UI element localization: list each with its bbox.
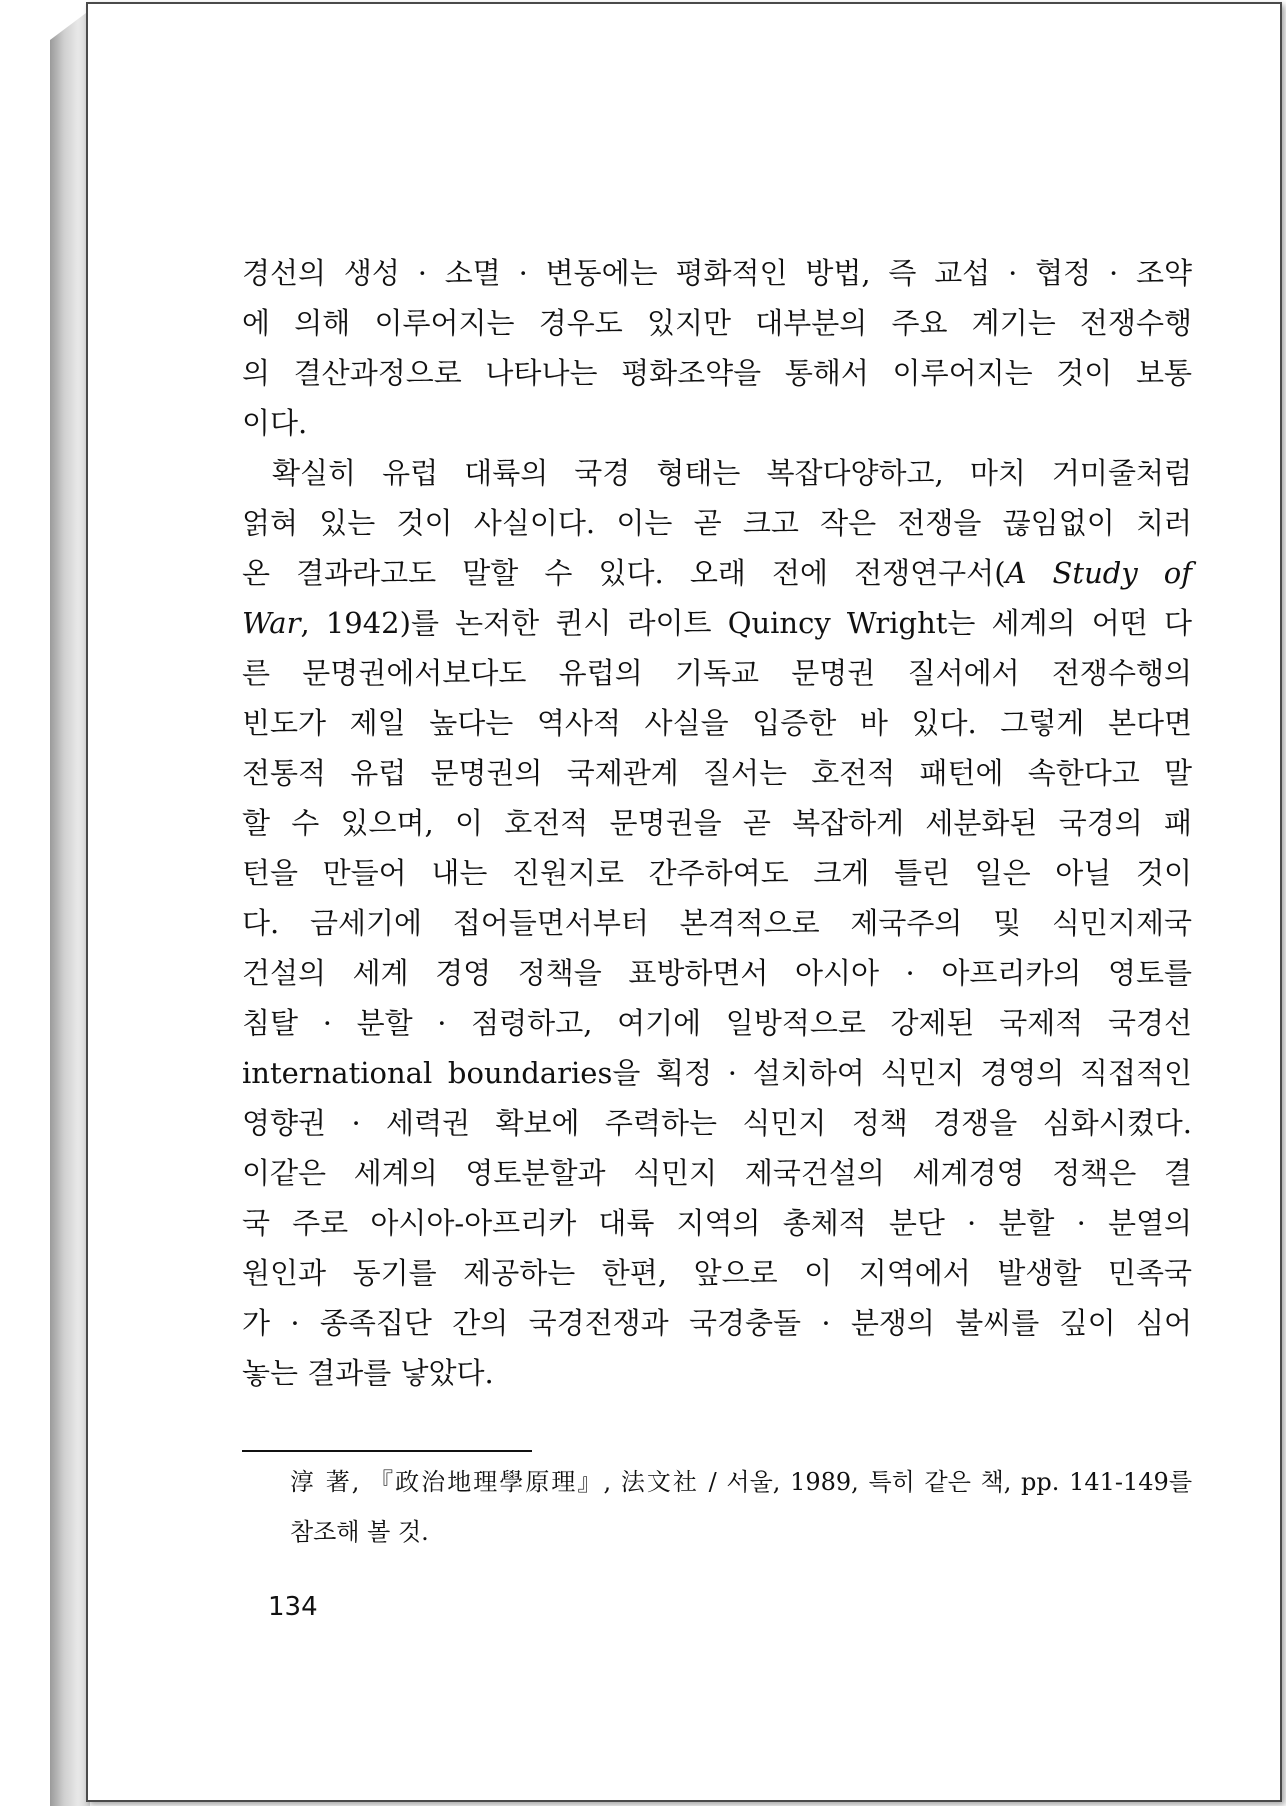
body-line: 턴을 만들어 내는 진원지로 간주하여도 크게 틀린 일은 아닐 것이 bbox=[242, 856, 1192, 890]
body-line: 른 문명권에서보다도 유럽의 기독교 문명권 질서에서 전쟁수행의 bbox=[242, 656, 1192, 690]
footnote-line: 참조해 볼 것. bbox=[290, 1518, 429, 1546]
body-line: 이다. bbox=[242, 406, 308, 440]
body-line: 다. 금세기에 접어들면서부터 본격적으로 제국주의 및 식민지제국 bbox=[242, 906, 1192, 940]
body-line: 할 수 있으며, 이 호전적 문명권을 곧 복잡하게 세분화된 국경의 패 bbox=[242, 806, 1192, 840]
body-line: 건설의 세계 경영 정책을 표방하면서 아시아 · 아프리카의 영토를 bbox=[242, 956, 1192, 990]
body-line: 영향권 · 세력권 확보에 주력하는 식민지 정책 경쟁을 심화시켰다. bbox=[242, 1106, 1192, 1140]
body-line: 이같은 세계의 영토분할과 식민지 제국건설의 세계경영 정책은 결 bbox=[242, 1156, 1192, 1190]
body-line: 국 주로 아시아-아프리카 대륙 지역의 총체적 분단 · 분할 · 분열의 bbox=[242, 1206, 1192, 1240]
body-line: 놓는 결과를 낳았다. bbox=[242, 1356, 494, 1390]
body-line: 가 · 종족집단 간의 국경전쟁과 국경충돌 · 분쟁의 불씨를 깊이 심어 bbox=[242, 1306, 1192, 1340]
body-line: 온 결과라고도 말할 수 있다. 오래 전에 전쟁연구서(A Study of bbox=[242, 556, 1192, 590]
body-line: international boundaries을 획정 · 설치하여 식민지 경영의 직접적인 bbox=[242, 1056, 1192, 1090]
body-line: War, 1942)를 논저한 퀸시 라이트 Quincy Wright는 세계의 어떤 다 bbox=[242, 606, 1192, 640]
body-line: 확실히 유럽 대륙의 국경 형태는 복잡다양하고, 마치 거미줄처럼 bbox=[272, 456, 1192, 490]
footnote-rule bbox=[242, 1450, 532, 1452]
book-edge bbox=[50, 10, 90, 1806]
body-line: 경선의 생성 · 소멸 · 변동에는 평화적인 방법, 즉 교섭 · 협정 · 조약 bbox=[242, 256, 1192, 290]
book-page bbox=[86, 2, 1282, 1802]
body-line: 얽혀 있는 것이 사실이다. 이는 곧 크고 작은 전쟁을 끊임없이 치러 bbox=[242, 506, 1192, 540]
footnote-line: 淳 著, 『政治地理學原理』, 法文社 / 서울, 1989, 특히 같은 책, pp. 141-149를 bbox=[290, 1468, 1192, 1496]
body-text bbox=[242, 248, 1192, 1398]
body-line: 원인과 동기를 제공하는 한편, 앞으로 이 지역에서 발생할 민족국 bbox=[242, 1256, 1192, 1290]
body-line: 의 결산과정으로 나타나는 평화조약을 통해서 이루어지는 것이 보통 bbox=[242, 356, 1192, 390]
body-line: 침탈 · 분할 · 점령하고, 여기에 일방적으로 강제된 국제적 국경선 bbox=[242, 1006, 1192, 1040]
footnote bbox=[290, 1460, 1192, 1560]
body-line: 에 의해 이루어지는 경우도 있지만 대부분의 주요 계기는 전쟁수행 bbox=[242, 306, 1192, 340]
page-number: 134 bbox=[268, 1592, 318, 1622]
body-line: 전통적 유럽 문명권의 국제관계 질서는 호전적 패턴에 속한다고 말 bbox=[242, 756, 1192, 790]
body-line: 빈도가 제일 높다는 역사적 사실을 입증한 바 있다. 그렇게 본다면 bbox=[242, 706, 1192, 740]
